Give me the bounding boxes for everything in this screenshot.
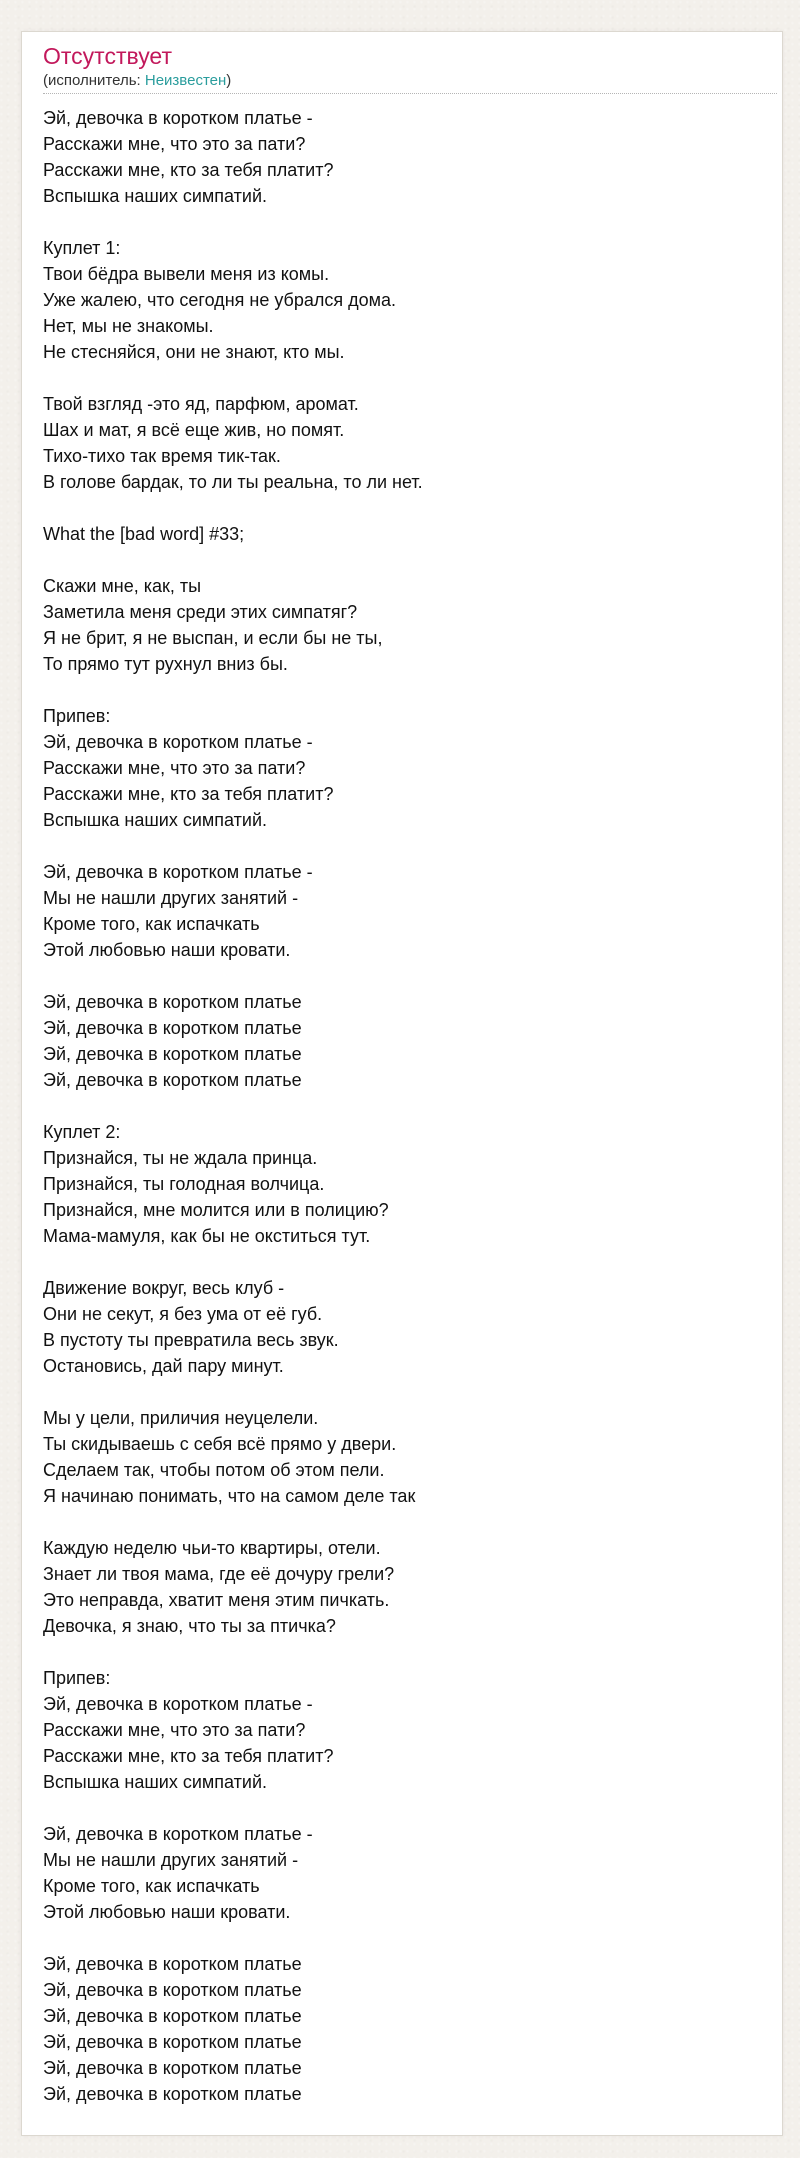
lyrics-line: Эй, девочка в коротком платье - bbox=[43, 862, 313, 882]
lyrics-line: Эй, девочка в коротком платье bbox=[43, 2084, 302, 2104]
lyrics-line: Припев: bbox=[43, 706, 111, 726]
lyrics-line: Признайся, ты не ждала принца. bbox=[43, 1148, 318, 1168]
lyrics-line: What the [bad word] #33; bbox=[43, 524, 245, 544]
lyrics-text bbox=[43, 105, 763, 2107]
lyrics-line: Вспышка наших симпатий. bbox=[43, 1772, 268, 1792]
title-divider bbox=[43, 93, 777, 94]
artist-suffix: ) bbox=[226, 72, 232, 89]
lyrics-line: Кроме того, как испачкать bbox=[43, 1876, 260, 1896]
lyrics-line: Эй, девочка в коротком платье - bbox=[43, 1824, 313, 1844]
lyrics-line: Куплет 2: bbox=[43, 1122, 121, 1142]
lyrics-line: Куплет 1: bbox=[43, 238, 121, 258]
lyrics-blank-line bbox=[43, 1639, 763, 1665]
lyrics-line: Эй, девочка в коротком платье bbox=[43, 1070, 302, 1090]
lyrics-blank-line bbox=[43, 1093, 763, 1119]
lyrics-line: Припев: bbox=[43, 1668, 111, 1688]
lyrics-blank-line bbox=[43, 1795, 763, 1821]
lyrics-line: Мы у цели, приличия неуцелели. bbox=[43, 1408, 319, 1428]
lyrics-line: Расскажи мне, кто за тебя платит? bbox=[43, 784, 334, 804]
lyrics-line: Вспышка наших симпатий. bbox=[43, 810, 268, 830]
artist-link[interactable]: Неизвестен bbox=[144, 72, 227, 89]
lyrics-line: В голове бардак, то ли ты реальна, то ли нет. bbox=[43, 472, 423, 492]
song-title: Отсутствует bbox=[43, 43, 172, 69]
lyrics-line: Этой любовью наши кровати. bbox=[43, 940, 291, 960]
lyrics-line: Тихо-тихо так время тик-так. bbox=[43, 446, 281, 466]
lyrics-line: Мама-мамуля, как бы не окститься тут. bbox=[43, 1226, 371, 1246]
lyrics-line: Мы не нашли других занятий - bbox=[43, 1850, 299, 1870]
lyrics-blank-line bbox=[43, 209, 763, 235]
lyrics-line: Эй, девочка в коротком платье bbox=[43, 1954, 302, 1974]
lyrics-line: Движение вокруг, весь клуб - bbox=[43, 1278, 285, 1298]
lyrics-blank-line bbox=[43, 833, 763, 859]
lyrics-line: Расскажи мне, что это за пати? bbox=[43, 1720, 306, 1740]
lyrics-line: Кроме того, как испачкать bbox=[43, 914, 260, 934]
lyrics-line: Эй, девочка в коротком платье bbox=[43, 2058, 302, 2078]
lyrics-line: Девочка, я знаю, что ты за птичка? bbox=[43, 1616, 336, 1636]
lyrics-line: Нет, мы не знакомы. bbox=[43, 316, 214, 336]
lyrics-line: Расскажи мне, кто за тебя платит? bbox=[43, 160, 334, 180]
lyrics-line: Остановись, дай пару минут. bbox=[43, 1356, 284, 1376]
lyrics-line: То прямо тут рухнул вниз бы. bbox=[43, 654, 288, 674]
lyrics-line: Это неправда, хватит меня этим пичкать. bbox=[43, 1590, 390, 1610]
lyrics-line: Они не секут, я без ума от её губ. bbox=[43, 1304, 323, 1324]
lyrics-line: Ты скидываешь с себя всё прямо у двери. bbox=[43, 1434, 397, 1454]
lyrics-line: Расскажи мне, что это за пати? bbox=[43, 134, 306, 154]
lyrics-line: Эй, девочка в коротком платье - bbox=[43, 732, 313, 752]
lyrics-line: Признайся, мне молится или в полицию? bbox=[43, 1200, 389, 1220]
lyrics-line: Заметила меня среди этих симпатяг? bbox=[43, 602, 358, 622]
lyrics-line: Мы не нашли других занятий - bbox=[43, 888, 299, 908]
lyrics-line: Скажи мне, как, ты bbox=[43, 576, 202, 596]
lyrics-line: Признайся, ты голодная волчица. bbox=[43, 1174, 325, 1194]
lyrics-line: Сделаем так, чтобы потом об этом пели. bbox=[43, 1460, 385, 1480]
artist-prefix: (исполнитель: bbox=[43, 72, 145, 89]
lyrics-line: Уже жалею, что сегодня не убрался дома. bbox=[43, 290, 397, 310]
lyrics-line: Я не брит, я не выспан, и если бы не ты, bbox=[43, 628, 383, 648]
lyrics-line: Вспышка наших симпатий. bbox=[43, 186, 268, 206]
lyrics-blank-line bbox=[43, 1509, 763, 1535]
lyrics-line: Этой любовью наши кровати. bbox=[43, 1902, 291, 1922]
lyrics-line: Каждую неделю чьи-то квартиры, отели. bbox=[43, 1538, 381, 1558]
lyrics-line: Твои бёдра вывели меня из комы. bbox=[43, 264, 330, 284]
lyrics-line: Эй, девочка в коротком платье bbox=[43, 1044, 302, 1064]
lyrics-line: Твой взгляд -это яд, парфюм, аромат. bbox=[43, 394, 359, 414]
artist-line bbox=[43, 72, 231, 90]
lyrics-blank-line bbox=[43, 1925, 763, 1951]
lyrics-line: Эй, девочка в коротком платье - bbox=[43, 108, 313, 128]
lyrics-line: Шах и мат, я всё еще жив, но помят. bbox=[43, 420, 345, 440]
lyrics-line: Расскажи мне, что это за пати? bbox=[43, 758, 306, 778]
lyrics-line: Не стесняйся, они не знают, кто мы. bbox=[43, 342, 345, 362]
lyrics-blank-line bbox=[43, 677, 763, 703]
lyrics-line: Эй, девочка в коротком платье bbox=[43, 2032, 302, 2052]
lyrics-blank-line bbox=[43, 495, 763, 521]
lyrics-line: В пустоту ты превратила весь звук. bbox=[43, 1330, 339, 1350]
lyrics-line: Эй, девочка в коротком платье bbox=[43, 992, 302, 1012]
lyrics-line: Знает ли твоя мама, где её дочуру грели? bbox=[43, 1564, 395, 1584]
lyrics-line: Эй, девочка в коротком платье bbox=[43, 1018, 302, 1038]
lyrics-line: Эй, девочка в коротком платье - bbox=[43, 1694, 313, 1714]
lyrics-blank-line bbox=[43, 547, 763, 573]
lyrics-blank-line bbox=[43, 1249, 763, 1275]
lyrics-line: Расскажи мне, кто за тебя платит? bbox=[43, 1746, 334, 1766]
lyrics-blank-line bbox=[43, 1379, 763, 1405]
lyrics-line: Эй, девочка в коротком платье bbox=[43, 1980, 302, 2000]
lyrics-line: Я начинаю понимать, что на самом деле так bbox=[43, 1486, 416, 1506]
lyrics-card bbox=[21, 31, 783, 2136]
lyrics-line: Эй, девочка в коротком платье bbox=[43, 2006, 302, 2026]
lyrics-blank-line bbox=[43, 365, 763, 391]
lyrics-blank-line bbox=[43, 963, 763, 989]
